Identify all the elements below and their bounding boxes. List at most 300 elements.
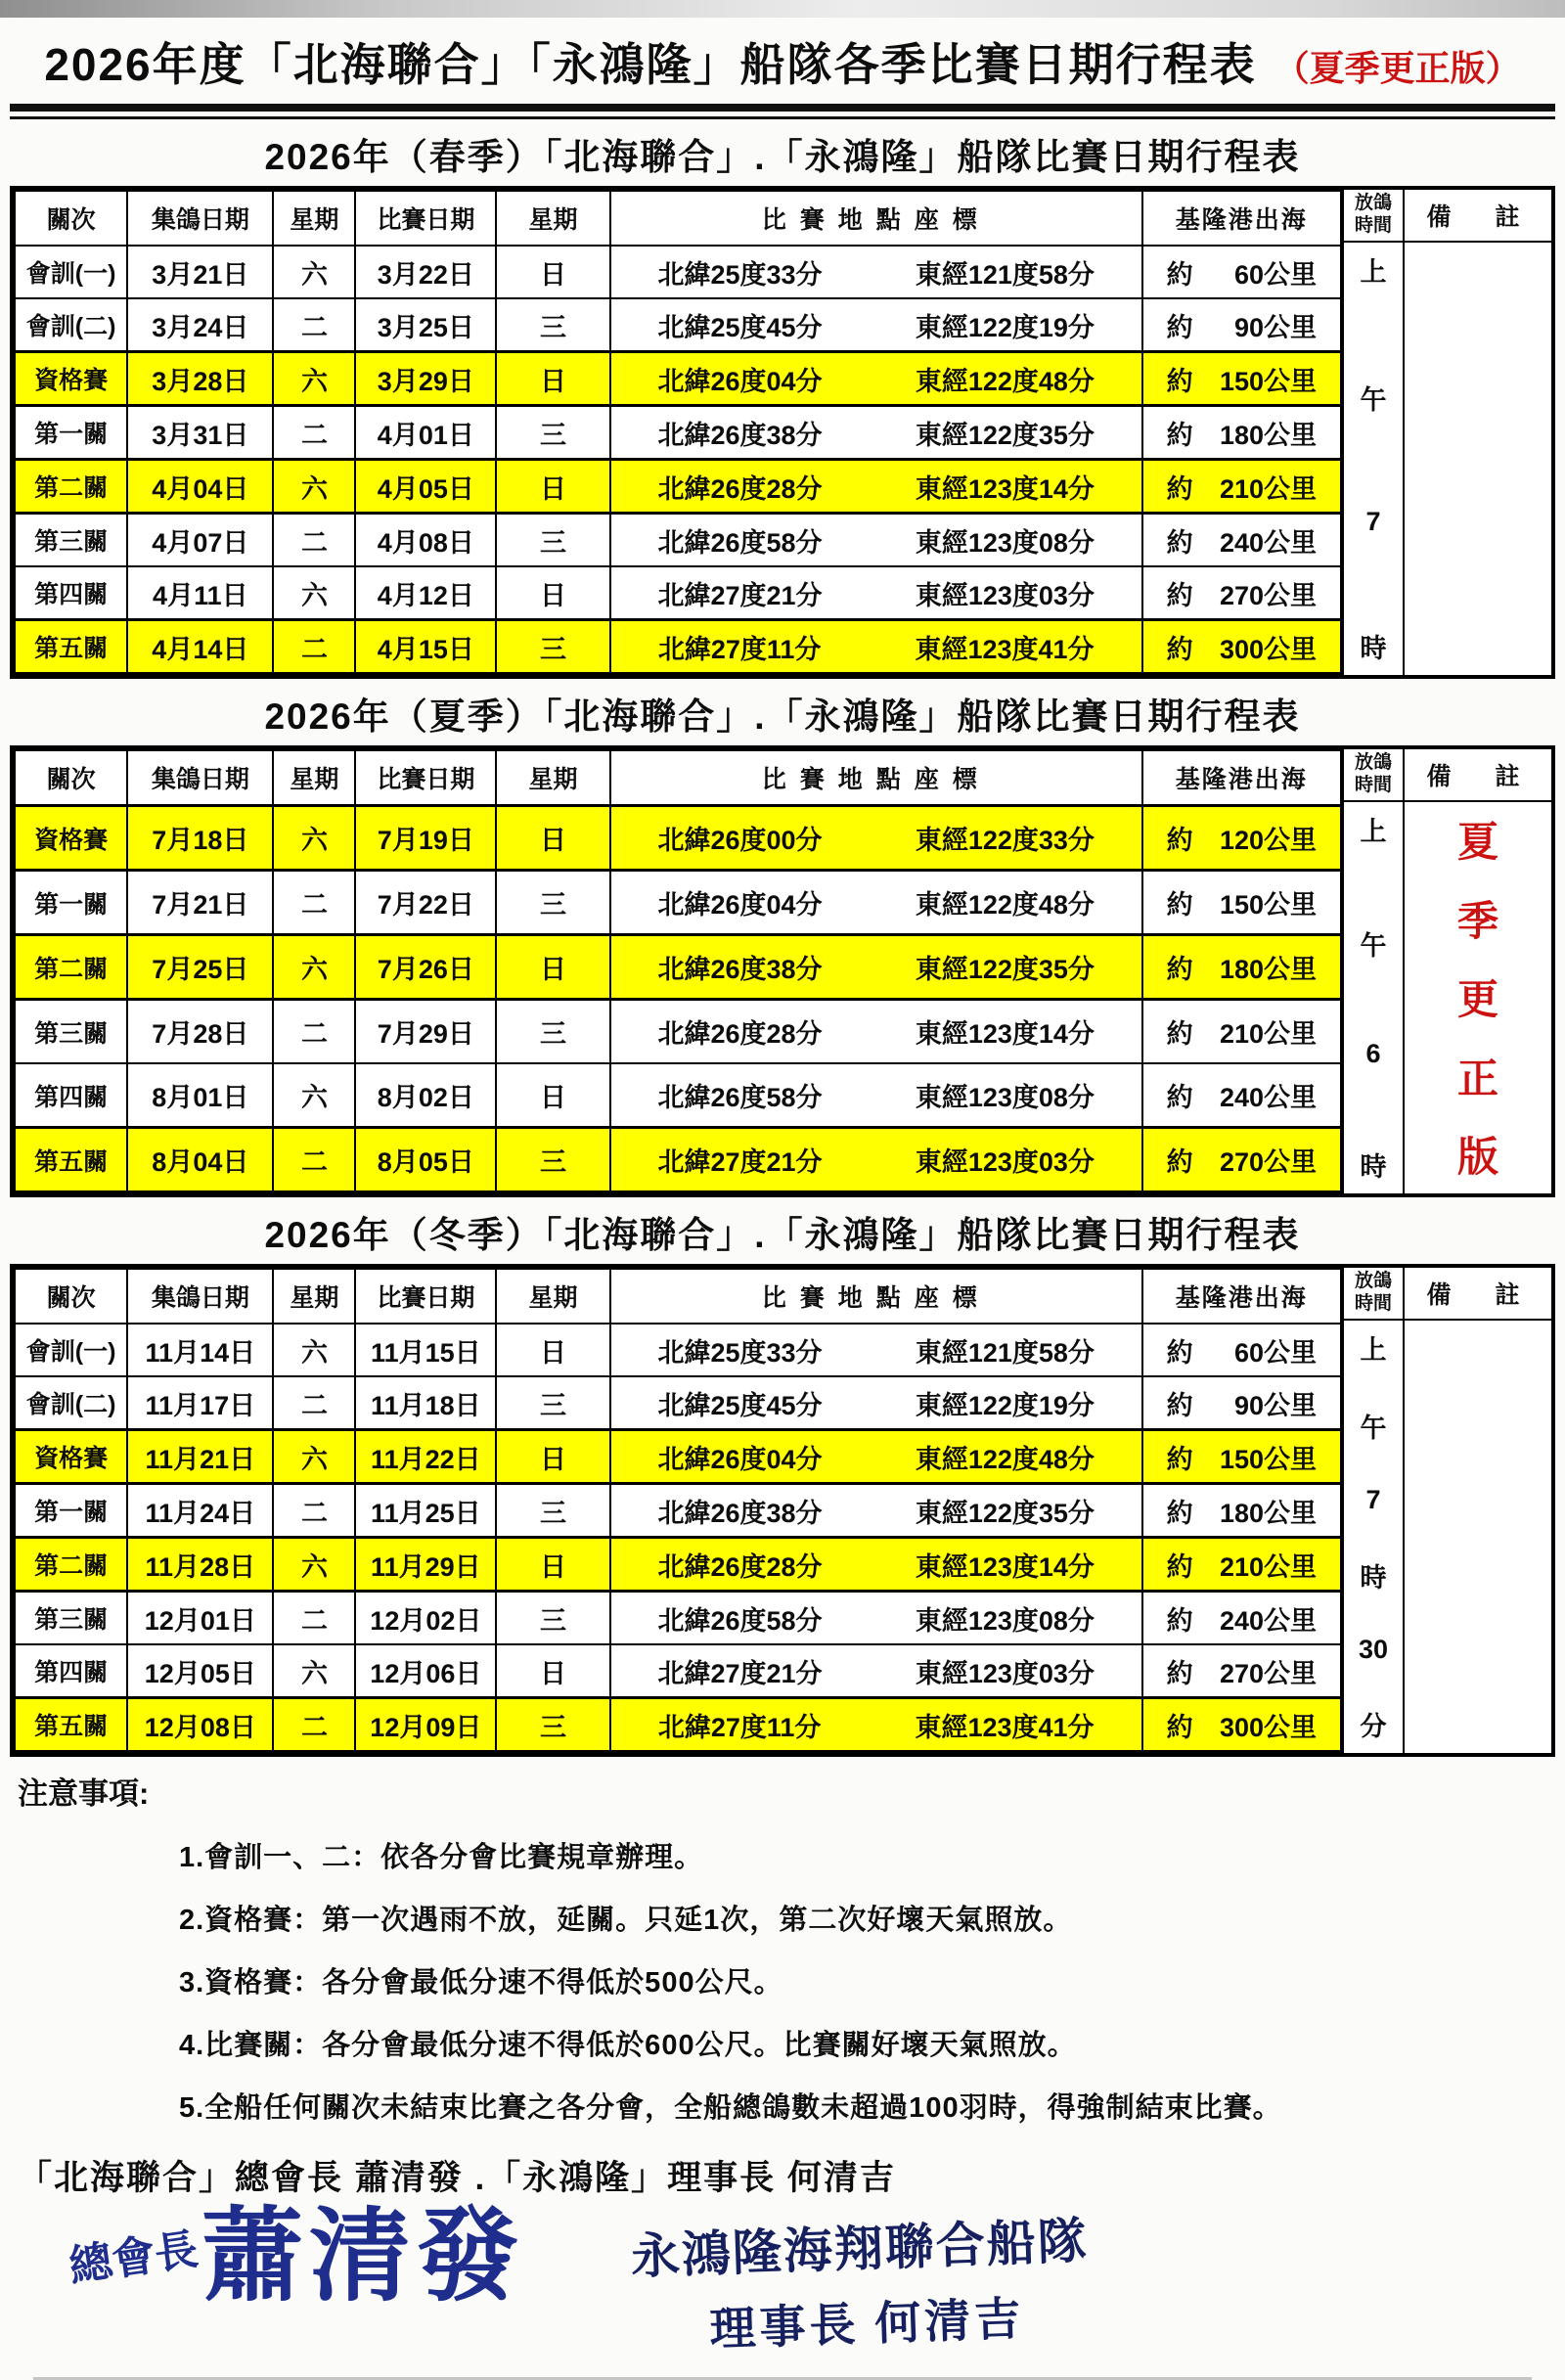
distance-cell [1142, 1128, 1341, 1192]
distance-value: 150公里 [1219, 366, 1317, 396]
distance-cell [1142, 1644, 1341, 1698]
note-item: 5.全船任何關次未結束比賽之各分會，全船總鴿數未超過100羽時，得強制結束比賽。 [179, 2092, 1282, 2124]
stage-cell: 資格賽 [15, 352, 127, 406]
table-row [15, 1484, 1341, 1538]
race-weekday-cell: 三 [496, 1000, 610, 1064]
race-weekday-cell: 日 [496, 1063, 610, 1128]
race-date-cell: 11月25日 [355, 1484, 496, 1538]
stage-cell: 第五關 [15, 620, 127, 674]
race-weekday-cell: 日 [496, 352, 610, 406]
collect-date-cell: 7月18日 [127, 806, 273, 871]
race-date-cell: 4月12日 [355, 566, 496, 620]
table-row [15, 871, 1341, 935]
col-header-coordinates: 比賽地點座標 [610, 750, 1142, 806]
collect-date-cell: 4月11日 [127, 566, 273, 620]
distance-value: 60公里 [1233, 259, 1317, 290]
distance-cell [1142, 1000, 1341, 1064]
approx-label: 約 [1166, 1605, 1193, 1636]
collect-date-cell: 7月21日 [127, 871, 273, 935]
remarks-header: 備 註 [1405, 1268, 1551, 1321]
race-date-cell: 3月22日 [355, 246, 496, 298]
collect-weekday-cell: 二 [273, 620, 355, 674]
distance-value: 270公里 [1219, 1147, 1317, 1177]
race-date-cell: 7月29日 [355, 1000, 496, 1064]
distance-value: 300公里 [1219, 1712, 1317, 1742]
col-header-port: 基隆港出海 [1142, 191, 1341, 246]
table-row [15, 298, 1341, 352]
race-weekday-cell: 三 [496, 1592, 610, 1645]
distance-cell [1142, 566, 1341, 620]
race-date-cell: 7月22日 [355, 871, 496, 935]
collect-weekday-cell: 六 [273, 1063, 355, 1128]
signature-right [630, 2202, 1093, 2361]
distance-cell [1142, 1592, 1341, 1645]
longitude-value: 東經122度35分 [915, 1498, 1095, 1528]
release-time-header-line2: 時間 [1354, 775, 1392, 795]
season-section-spring [10, 127, 1555, 679]
table-row [15, 566, 1341, 620]
summer-correction-char: 版 [1456, 1134, 1498, 1180]
race-date-cell: 11月18日 [355, 1376, 496, 1430]
longitude-value: 東經122度48分 [915, 366, 1095, 396]
stage-cell: 資格賽 [15, 806, 127, 871]
table-row [15, 1538, 1341, 1592]
distance-cell [1142, 298, 1341, 352]
longitude-value: 東經122度19分 [915, 312, 1095, 342]
race-date-cell: 12月02日 [355, 1592, 496, 1645]
release-time-char: 午 [1360, 1414, 1387, 1444]
col-header-weekday: 星期 [496, 191, 610, 246]
release-time-char: 午 [1360, 931, 1387, 961]
note-item: 4.比賽關：各分會最低分速不得低於600公尺。比賽關好壞天氣照放。 [179, 2030, 1077, 2061]
race-date-cell: 4月01日 [355, 406, 496, 460]
race-weekday-cell: 三 [496, 514, 610, 567]
collect-weekday-cell: 六 [273, 352, 355, 406]
race-weekday-cell: 三 [496, 620, 610, 674]
collect-date-cell: 4月14日 [127, 620, 273, 674]
coordinates-cell [610, 1698, 1142, 1752]
collect-date-cell: 11月28日 [127, 1538, 273, 1592]
table-row [15, 1430, 1341, 1484]
note-item: 3.資格賽：各分會最低分速不得低於500公尺。 [179, 1967, 783, 1998]
collect-date-cell: 3月31日 [127, 406, 273, 460]
approx-label: 約 [1166, 1498, 1193, 1528]
longitude-value: 東經122度48分 [915, 1444, 1095, 1474]
col-header-race-date: 比賽日期 [355, 750, 496, 806]
document-page [0, 29, 1565, 2380]
race-weekday-cell: 日 [496, 1644, 610, 1698]
header-row [15, 191, 1341, 246]
collect-weekday-cell: 六 [273, 566, 355, 620]
release-time-char: 7 [1365, 1485, 1381, 1515]
latitude-value: 北緯26度58分 [657, 527, 823, 558]
longitude-value: 東經123度08分 [915, 1083, 1095, 1112]
race-weekday-cell: 日 [496, 566, 610, 620]
table-row [15, 806, 1341, 871]
race-weekday-cell: 三 [496, 871, 610, 935]
release-time-column [1342, 190, 1403, 675]
approx-label: 約 [1166, 366, 1193, 396]
release-time-header [1344, 190, 1403, 243]
approx-label: 約 [1166, 1658, 1193, 1688]
collect-weekday-cell: 六 [273, 1538, 355, 1592]
latitude-value: 北緯27度11分 [657, 1712, 822, 1742]
col-header-weekday: 星期 [496, 1269, 610, 1324]
stage-cell: 會訓(一) [15, 246, 127, 298]
distance-value: 210公里 [1219, 1551, 1317, 1582]
release-time-char: 午 [1360, 385, 1387, 415]
race-weekday-cell: 三 [496, 298, 610, 352]
season-section-summer [10, 687, 1555, 1197]
release-time-char: 30 [1358, 1634, 1389, 1664]
collect-weekday-cell: 六 [273, 1644, 355, 1698]
stage-cell: 第一關 [15, 1484, 127, 1538]
race-date-cell: 11月15日 [355, 1324, 496, 1376]
approx-label: 約 [1166, 527, 1193, 558]
approx-label: 約 [1166, 826, 1193, 855]
release-time-char: 6 [1365, 1039, 1381, 1068]
signature-right-line2: 理事長 何清吉 [708, 2294, 1026, 2357]
remarks-value [1405, 243, 1551, 675]
race-date-cell: 8月05日 [355, 1128, 496, 1192]
approx-label: 約 [1166, 1083, 1193, 1112]
table-row [15, 1698, 1341, 1752]
latitude-value: 北緯26度58分 [657, 1083, 823, 1112]
release-time-header-line1: 放鴿 [1354, 752, 1392, 774]
schedule-table-winter [10, 1264, 1555, 1757]
remarks-value [1405, 1321, 1551, 1753]
coordinates-cell [610, 1538, 1142, 1592]
header-row [15, 750, 1341, 806]
coordinates-cell [610, 1128, 1142, 1192]
release-time-header-line1: 放鴿 [1354, 1271, 1392, 1292]
coordinates-cell [610, 1376, 1142, 1430]
race-weekday-cell: 日 [496, 1324, 610, 1376]
table-row [15, 1324, 1341, 1376]
race-weekday-cell: 日 [496, 806, 610, 871]
longitude-value: 東經123度41分 [915, 634, 1095, 664]
approx-label: 約 [1166, 1390, 1193, 1420]
stage-cell: 資格賽 [15, 1430, 127, 1484]
stage-cell: 第五關 [15, 1698, 127, 1752]
distance-value: 150公里 [1219, 890, 1317, 920]
remarks-header: 備 註 [1405, 749, 1551, 802]
coordinates-cell [610, 806, 1142, 871]
collect-date-cell: 8月04日 [127, 1128, 273, 1192]
distance-cell [1142, 514, 1341, 567]
document-title-row [10, 29, 1555, 94]
coordinates-cell [610, 1484, 1142, 1538]
latitude-value: 北緯26度00分 [657, 826, 823, 855]
longitude-value: 東經123度03分 [915, 580, 1095, 610]
longitude-value: 東經123度08分 [915, 1605, 1095, 1636]
collect-weekday-cell: 二 [273, 1592, 355, 1645]
col-header-weekday: 星期 [273, 191, 355, 246]
release-time-value [1344, 243, 1403, 675]
distance-value: 270公里 [1219, 1658, 1317, 1688]
longitude-value: 東經122度35分 [915, 420, 1095, 450]
col-header-collect-date: 集鴿日期 [127, 191, 273, 246]
release-time-header [1344, 749, 1403, 802]
latitude-value: 北緯26度58分 [657, 1605, 823, 1636]
release-time-char: 上 [1360, 817, 1387, 846]
latitude-value: 北緯26度28分 [657, 473, 823, 504]
signature-left-name: 蕭清發 [201, 2201, 525, 2313]
col-header-port: 基隆港出海 [1142, 750, 1341, 806]
signature-left-title: 總會長 [66, 2225, 201, 2292]
distance-value: 300公里 [1219, 634, 1317, 664]
collect-weekday-cell: 二 [273, 514, 355, 567]
longitude-value: 東經123度08分 [915, 527, 1095, 558]
coordinates-cell [610, 935, 1142, 1000]
release-time-header-line1: 放鴿 [1354, 193, 1392, 214]
longitude-value: 東經123度41分 [915, 1712, 1095, 1742]
approx-label: 約 [1166, 1147, 1193, 1177]
distance-cell [1142, 871, 1341, 935]
approx-label: 約 [1166, 473, 1193, 504]
race-weekday-cell: 三 [496, 1128, 610, 1192]
table-row [15, 1063, 1341, 1128]
table-row [15, 514, 1341, 567]
table-row [15, 352, 1341, 406]
stage-cell: 會訓(二) [15, 298, 127, 352]
distance-value: 240公里 [1219, 1083, 1317, 1112]
race-weekday-cell: 日 [496, 460, 610, 514]
stage-cell: 第三關 [15, 1000, 127, 1064]
collect-date-cell: 8月01日 [127, 1063, 273, 1128]
distance-cell [1142, 246, 1341, 298]
distance-cell [1142, 1063, 1341, 1128]
distance-value: 240公里 [1219, 1605, 1317, 1636]
summer-correction-char: 更 [1456, 976, 1498, 1022]
distance-cell [1142, 1538, 1341, 1592]
race-date-cell: 7月26日 [355, 935, 496, 1000]
latitude-value: 北緯27度21分 [657, 1658, 823, 1688]
col-header-collect-date: 集鴿日期 [127, 750, 273, 806]
collect-weekday-cell: 二 [273, 406, 355, 460]
race-date-cell: 4月15日 [355, 620, 496, 674]
latitude-value: 北緯27度11分 [657, 634, 822, 664]
approx-label: 約 [1166, 634, 1193, 664]
summer-correction-char: 正 [1456, 1055, 1498, 1101]
collect-date-cell: 11月24日 [127, 1484, 273, 1538]
release-time-column [1342, 749, 1403, 1193]
signature-left [66, 2201, 525, 2313]
distance-value: 150公里 [1219, 1444, 1317, 1474]
signature-right-line1: 永鴻隆海翔聯合船隊 [630, 2213, 1090, 2285]
distance-value: 120公里 [1219, 826, 1317, 855]
distance-cell [1142, 1430, 1341, 1484]
longitude-value: 東經123度03分 [915, 1658, 1095, 1688]
table-row [15, 620, 1341, 674]
release-time-header-line2: 時間 [1354, 215, 1392, 236]
table-row [15, 935, 1341, 1000]
distance-cell [1142, 806, 1341, 871]
release-time-value [1344, 1321, 1403, 1753]
page-title-correction: （夏季更正版） [1274, 48, 1521, 88]
collect-date-cell: 4月07日 [127, 514, 273, 567]
col-header-stage: 關次 [15, 191, 127, 246]
approx-label: 約 [1166, 955, 1193, 984]
collect-date-cell: 11月17日 [127, 1376, 273, 1430]
race-date-cell: 8月02日 [355, 1063, 496, 1128]
release-time-char: 時 [1360, 1152, 1387, 1182]
summer-correction-char: 夏 [1456, 819, 1498, 865]
distance-cell [1142, 1324, 1341, 1376]
notes-heading: 注意事項: [18, 1776, 150, 1811]
signature-area [10, 2201, 1555, 2357]
race-weekday-cell: 日 [496, 1430, 610, 1484]
col-header-weekday: 星期 [273, 750, 355, 806]
latitude-value: 北緯26度04分 [657, 1444, 823, 1474]
stage-cell: 第一關 [15, 406, 127, 460]
longitude-value: 東經123度14分 [915, 1551, 1095, 1582]
latitude-value: 北緯25度45分 [657, 1390, 823, 1420]
scan-artifact-band [0, 0, 1565, 18]
collect-weekday-cell: 二 [273, 298, 355, 352]
notes-section [10, 1769, 1555, 2126]
longitude-value: 東經121度58分 [915, 1337, 1095, 1368]
table-row [15, 460, 1341, 514]
race-date-cell: 4月08日 [355, 514, 496, 567]
col-header-race-date: 比賽日期 [355, 191, 496, 246]
race-date-cell: 12月06日 [355, 1644, 496, 1698]
collect-date-cell: 12月01日 [127, 1592, 273, 1645]
race-date-cell: 11月22日 [355, 1430, 496, 1484]
col-header-coordinates: 比賽地點座標 [610, 191, 1142, 246]
distance-cell [1142, 1698, 1341, 1752]
race-date-cell: 3月29日 [355, 352, 496, 406]
table-row [15, 1592, 1341, 1645]
longitude-value: 東經122度35分 [915, 955, 1095, 984]
approx-label: 約 [1166, 1551, 1193, 1582]
collect-weekday-cell: 六 [273, 246, 355, 298]
collect-date-cell: 7月25日 [127, 935, 273, 1000]
latitude-value: 北緯26度38分 [657, 1498, 823, 1528]
race-weekday-cell: 三 [496, 406, 610, 460]
collect-weekday-cell: 二 [273, 1484, 355, 1538]
coordinates-cell [610, 1000, 1142, 1064]
release-time-header-line2: 時間 [1354, 1293, 1392, 1314]
coordinates-cell [610, 460, 1142, 514]
stage-cell: 第五關 [15, 1128, 127, 1192]
col-header-stage: 關次 [15, 750, 127, 806]
collect-date-cell: 3月28日 [127, 352, 273, 406]
season-title-spring: 2026年（春季）「北海聯合」.「永鴻隆」船隊比賽日期行程表 [264, 137, 1301, 177]
race-date-cell: 4月05日 [355, 460, 496, 514]
release-time-char: 上 [1360, 1335, 1387, 1365]
latitude-value: 北緯26度28分 [657, 1551, 823, 1582]
coordinates-cell [610, 298, 1142, 352]
schedule-grid [14, 190, 1342, 675]
schedule-table-spring [10, 186, 1555, 679]
latitude-value: 北緯27度21分 [657, 1147, 823, 1177]
distance-value: 180公里 [1219, 1498, 1317, 1528]
remarks-column [1403, 1268, 1551, 1753]
season-title-winter: 2026年（冬季）「北海聯合」.「永鴻隆」船隊比賽日期行程表 [264, 1215, 1301, 1255]
distance-value: 210公里 [1219, 473, 1317, 504]
stage-cell: 第三關 [15, 514, 127, 567]
coordinates-cell [610, 1324, 1142, 1376]
page-title: 2026年度「北海聯合」「永鴻隆」船隊各季比賽日期行程表 [44, 39, 1257, 90]
header-row [15, 1269, 1341, 1324]
stage-cell: 第二關 [15, 935, 127, 1000]
collect-weekday-cell: 二 [273, 871, 355, 935]
col-header-coordinates: 比賽地點座標 [610, 1269, 1142, 1324]
stage-cell: 第四關 [15, 1644, 127, 1698]
title-divider [10, 104, 1555, 119]
col-header-weekday: 星期 [496, 750, 610, 806]
coordinates-cell [610, 871, 1142, 935]
note-item: 2.資格賽：第一次遇雨不放，延關。只延1次，第二次好壞天氣照放。 [179, 1905, 1073, 1936]
distance-value: 180公里 [1219, 955, 1317, 984]
distance-cell [1142, 460, 1341, 514]
stage-cell: 第四關 [15, 1063, 127, 1128]
release-time-column [1342, 1268, 1403, 1753]
race-date-cell: 7月19日 [355, 806, 496, 871]
approx-label: 約 [1166, 1712, 1193, 1742]
longitude-value: 東經121度58分 [915, 259, 1095, 290]
longitude-value: 東經123度14分 [915, 473, 1095, 504]
stage-cell: 會訓(一) [15, 1324, 127, 1376]
release-time-char: 時 [1360, 634, 1387, 663]
col-header-port: 基隆港出海 [1142, 1269, 1341, 1324]
distance-cell [1142, 935, 1341, 1000]
table-row [15, 1376, 1341, 1430]
remarks-value-summer-correction [1405, 802, 1551, 1193]
longitude-value: 東經122度48分 [915, 890, 1095, 920]
race-weekday-cell: 三 [496, 1698, 610, 1752]
approx-label: 約 [1166, 580, 1193, 610]
collect-date-cell: 3月21日 [127, 246, 273, 298]
release-time-header [1344, 1268, 1403, 1321]
collect-date-cell: 12月08日 [127, 1698, 273, 1752]
col-header-race-date: 比賽日期 [355, 1269, 496, 1324]
notes-list [18, 1835, 1555, 2126]
collect-date-cell: 3月24日 [127, 298, 273, 352]
release-time-char: 7 [1365, 507, 1381, 536]
longitude-value: 東經122度33分 [915, 826, 1095, 855]
table-row [15, 406, 1341, 460]
coordinates-cell [610, 620, 1142, 674]
race-date-cell: 11月29日 [355, 1538, 496, 1592]
coordinates-cell [610, 246, 1142, 298]
coordinates-cell [610, 352, 1142, 406]
col-header-stage: 關次 [15, 1269, 127, 1324]
collect-weekday-cell: 二 [273, 1376, 355, 1430]
race-date-cell: 12月09日 [355, 1698, 496, 1752]
distance-cell [1142, 620, 1341, 674]
table-row [15, 1000, 1341, 1064]
collect-weekday-cell: 二 [273, 1128, 355, 1192]
season-title-summer: 2026年（夏季）「北海聯合」.「永鴻隆」船隊比賽日期行程表 [264, 696, 1301, 737]
remarks-header: 備 註 [1405, 190, 1551, 243]
distance-value: 240公里 [1219, 527, 1317, 558]
race-weekday-cell: 日 [496, 1538, 610, 1592]
collect-date-cell: 4月04日 [127, 460, 273, 514]
latitude-value: 北緯26度38分 [657, 955, 823, 984]
col-header-weekday: 星期 [273, 1269, 355, 1324]
distance-cell [1142, 406, 1341, 460]
schedule-table-summer [10, 745, 1555, 1197]
distance-value: 210公里 [1219, 1019, 1317, 1049]
race-date-cell: 3月25日 [355, 298, 496, 352]
release-time-value [1344, 802, 1403, 1193]
release-time-char: 上 [1360, 257, 1387, 287]
approx-label: 約 [1166, 1019, 1193, 1049]
coordinates-cell [610, 566, 1142, 620]
col-header-collect-date: 集鴿日期 [127, 1269, 273, 1324]
